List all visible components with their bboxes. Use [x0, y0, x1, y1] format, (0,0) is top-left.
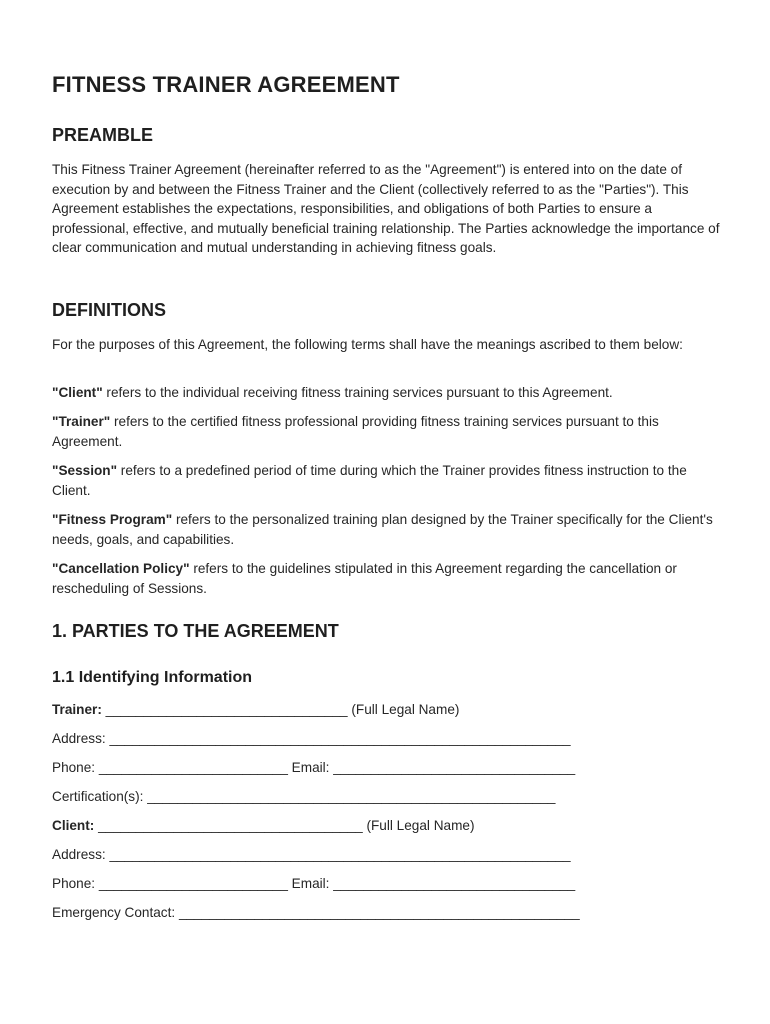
certification-label: Certification(s):	[52, 789, 144, 804]
certification-field[interactable]: ______________________________________________________	[147, 789, 556, 804]
definition-term: "Session"	[52, 463, 118, 478]
preamble-text: This Fitness Trainer Agreement (hereinafter referred to as the "Agreement") is entered into on the date of execution by and between the Fitness Trainer and the Client (collectively referred to as the "Parties"). This Agreement establishes the expectations, responsibilities, and obligations of both Parties to ensure a professional, effective, and mutually beneficial training relationship. The Parties acknowledge the importance of clear communication and mutual understanding in achieving fitness goals.	[52, 162, 720, 255]
trainer-phone-field[interactable]: _________________________	[98, 760, 288, 775]
definition-term: "Cancellation Policy"	[52, 561, 190, 576]
trainer-name-row	[52, 700, 459, 719]
address-label: Address:	[52, 731, 106, 746]
client-label: Client:	[52, 818, 95, 833]
full-legal-name-note: (Full Legal Name)	[366, 818, 475, 833]
definition-term: "Trainer"	[52, 414, 111, 429]
client-name-field[interactable]: ___________________________________	[98, 818, 363, 833]
definition-text: refers to the personalized training plan designed by the Trainer specifically for the Client's needs, goals, and capabilities.	[52, 512, 713, 547]
emergency-contact-row	[52, 903, 580, 922]
client-phone-field[interactable]: _________________________	[98, 876, 288, 891]
definitions-intro: For the purposes of this Agreement, the following terms shall have the meanings ascribed to them below:	[52, 337, 683, 352]
definition-text: refers to the individual receiving fitness training services pursuant to this Agreement.	[102, 385, 613, 400]
email-label: Email:	[291, 876, 330, 891]
trainer-address-row	[52, 729, 571, 748]
trainer-address-field[interactable]: _____________________________________________________________	[109, 731, 571, 746]
definition-text: refers to the guidelines stipulated in this Agreement regarding the cancellation or rescheduling of Sessions.	[52, 561, 677, 596]
definition-fitness-program	[52, 510, 724, 549]
definition-client	[52, 383, 724, 403]
trainer-contact-row	[52, 758, 575, 777]
client-contact-row	[52, 874, 575, 893]
preamble-heading: PREAMBLE	[52, 125, 154, 145]
phone-label: Phone:	[52, 876, 96, 891]
full-legal-name-note: (Full Legal Name)	[351, 702, 460, 717]
definition-cancellation-policy	[52, 559, 724, 598]
section1-heading: 1. PARTIES TO THE AGREEMENT	[52, 621, 339, 641]
definition-session	[52, 461, 724, 500]
trainer-label: Trainer:	[52, 702, 102, 717]
emergency-contact-label: Emergency Contact:	[52, 905, 176, 920]
trainer-email-field[interactable]: ________________________________	[333, 760, 576, 775]
definition-text: refers to the certified fitness professional providing fitness training services pursuant to this Agreement.	[52, 414, 659, 449]
document-title: FITNESS TRAINER AGREEMENT	[52, 72, 400, 97]
trainer-name-field[interactable]: ________________________________	[105, 702, 348, 717]
definition-text: refers to a predefined period of time during which the Trainer provides fitness instruction to the Client.	[52, 463, 687, 498]
definition-term: "Fitness Program"	[52, 512, 173, 527]
address-label: Address:	[52, 847, 106, 862]
definition-term: "Client"	[52, 385, 103, 400]
section1-1-heading: 1.1 Identifying Information	[52, 669, 253, 686]
emergency-contact-field[interactable]: _____________________________________________________	[178, 905, 580, 920]
email-label: Email:	[291, 760, 330, 775]
definition-trainer	[52, 412, 724, 451]
client-name-row	[52, 816, 475, 835]
client-address-row	[52, 845, 571, 864]
certification-row	[52, 787, 555, 806]
phone-label: Phone:	[52, 760, 96, 775]
definitions-heading: DEFINITIONS	[52, 300, 167, 320]
client-email-field[interactable]: ________________________________	[333, 876, 576, 891]
client-address-field[interactable]: _____________________________________________________________	[109, 847, 571, 862]
